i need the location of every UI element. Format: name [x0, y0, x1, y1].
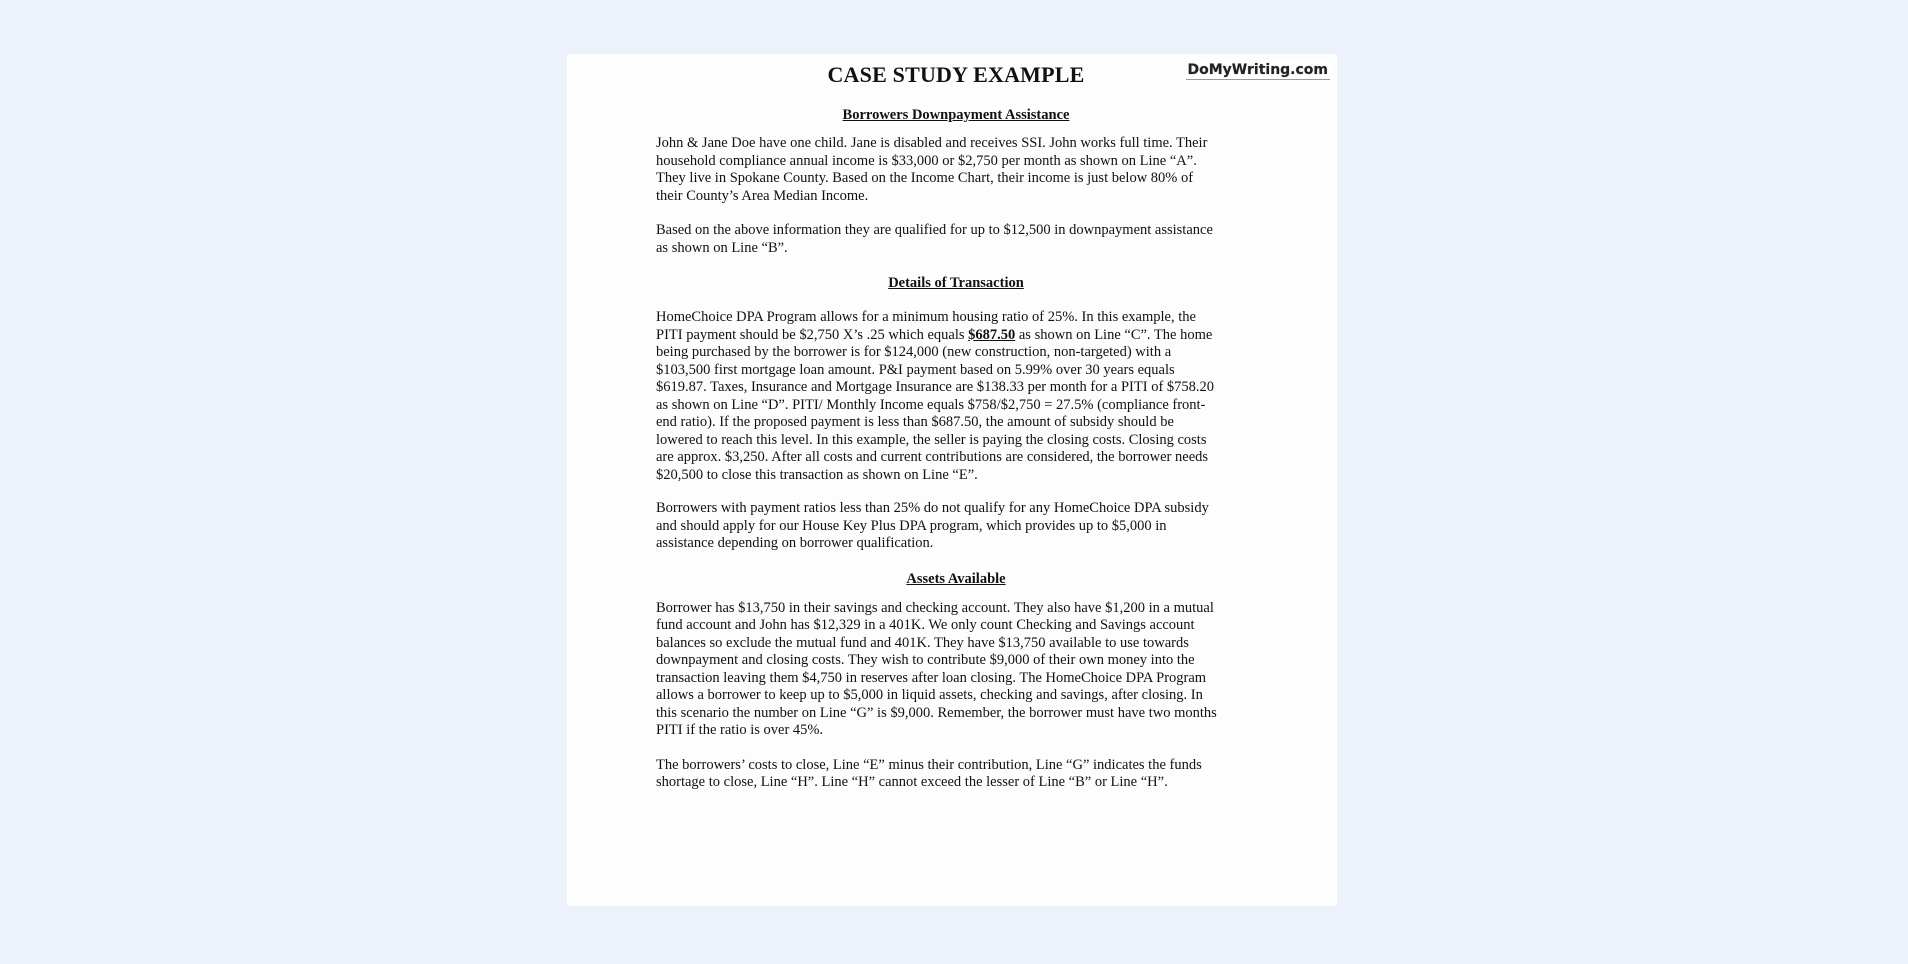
- text-line: HomeChoice DPA Program allows for a minimum housing ratio of 25%. In this example, the: [656, 309, 1196, 325]
- section-heading: Borrowers Downpayment Assistance: [842, 107, 1070, 123]
- text-line: John & Jane Doe have one child. Jane is disabled and receives SSI. John works full time. Their: [656, 135, 1208, 151]
- text-line: transaction leaving them $4,750 in reserves after loan closing. The HomeChoice DPA Program: [656, 669, 1207, 686]
- paragraph: [656, 222, 1256, 257]
- text-line: this scenario the number on Line “G” is $9,000. Remember, the borrower must have two months: [656, 704, 1217, 721]
- text-line: $619.87. Taxes, Insurance and Mortgage Insurance are $138.33 per month for a PITI of $758.20: [656, 379, 1215, 395]
- text-line: allows a borrower to keep up to $5,000 in liquid assets, checking and savings, after closing. In: [656, 687, 1203, 703]
- text-line: [656, 327, 1256, 345]
- text-line: Borrower has $13,750 in their savings and checking account. They also have $1,200 in a mutual: [656, 599, 1214, 616]
- paragraph: [656, 135, 1256, 205]
- text-line: lowered to reach this level. In this example, the seller is paying the closing costs. Closing costs: [656, 431, 1207, 448]
- text-segment: as shown on Line “C”. The home: [1015, 326, 1213, 343]
- text-line: assistance depending on borrower qualification.: [656, 535, 934, 551]
- document-page: [567, 54, 1337, 906]
- watermark-logo: DoMyWriting.com: [1187, 62, 1328, 78]
- text-line: They live in Spokane County. Based on the Income Chart, their income is just below 80% of: [656, 170, 1194, 186]
- text-line: PITI if the ratio is over 45%.: [656, 722, 824, 738]
- text-line: Based on the above information they are qualified for up to $12,500 in downpayment assistance: [656, 222, 1213, 238]
- document-content: [656, 54, 1256, 792]
- paragraph: [656, 600, 1256, 740]
- text-line: their County’s Area Median Income.: [656, 187, 869, 204]
- paragraph: [656, 309, 1256, 484]
- text-line: household compliance annual income is $33,000 or $2,750 per month as shown on Line “A”.: [656, 152, 1197, 169]
- text-line: downpayment and closing costs. They wish to contribute $9,000 of their own money into the: [656, 652, 1195, 668]
- document-title: CASE STUDY EXAMPLE: [827, 62, 1085, 87]
- text-line: Borrowers with payment ratios less than 25% do not qualify for any HomeChoice DPA subsidy: [656, 500, 1209, 516]
- text-line: and should apply for our House Key Plus DPA program, which provides up to $5,000 in: [656, 517, 1167, 534]
- text-line: fund account and John has $12,329 in a 401K. We only count Checking and Savings account: [656, 617, 1195, 633]
- paragraph: [656, 757, 1256, 792]
- section-heading: Assets Available: [906, 570, 1006, 587]
- section-heading: Details of Transaction: [888, 275, 1024, 291]
- text-line: The borrowers’ costs to close, Line “E” minus their contribution, Line “G” indicates the funds: [656, 756, 1202, 773]
- text-line: as shown on Line “D”. PITI/ Monthly Income equals $758/$2,750 = 27.5% (compliance front-: [656, 396, 1206, 413]
- paragraph: [656, 500, 1256, 553]
- text-line: being purchased by the borrower is for $124,000 (new construction, non-targeted) with a: [656, 344, 1172, 360]
- text-line: $103,500 first mortgage loan amount. P&I payment based on 5.99% over 30 years equals: [656, 361, 1175, 378]
- text-line: $20,500 to close this transaction as shown on Line “E”.: [656, 466, 978, 483]
- text-line: balances so exclude the mutual fund and 401K. They have $13,750 available to use towards: [656, 634, 1189, 651]
- text-line: are approx. $3,250. After all costs and current contributions are considered, the borrower needs: [656, 449, 1209, 465]
- text-line: end ratio). If the proposed payment is less than $687.50, the amount of subsidy should be: [656, 414, 1174, 430]
- text-line: shortage to close, Line “H”. Line “H” cannot exceed the lesser of Line “B” or Line “H”.: [656, 774, 1168, 790]
- text-line: as shown on Line “B”.: [656, 239, 788, 256]
- emphasized-amount: $687.50: [968, 326, 1016, 343]
- text-segment: PITI payment should be $2,750 X’s .25 which equals: [656, 326, 969, 343]
